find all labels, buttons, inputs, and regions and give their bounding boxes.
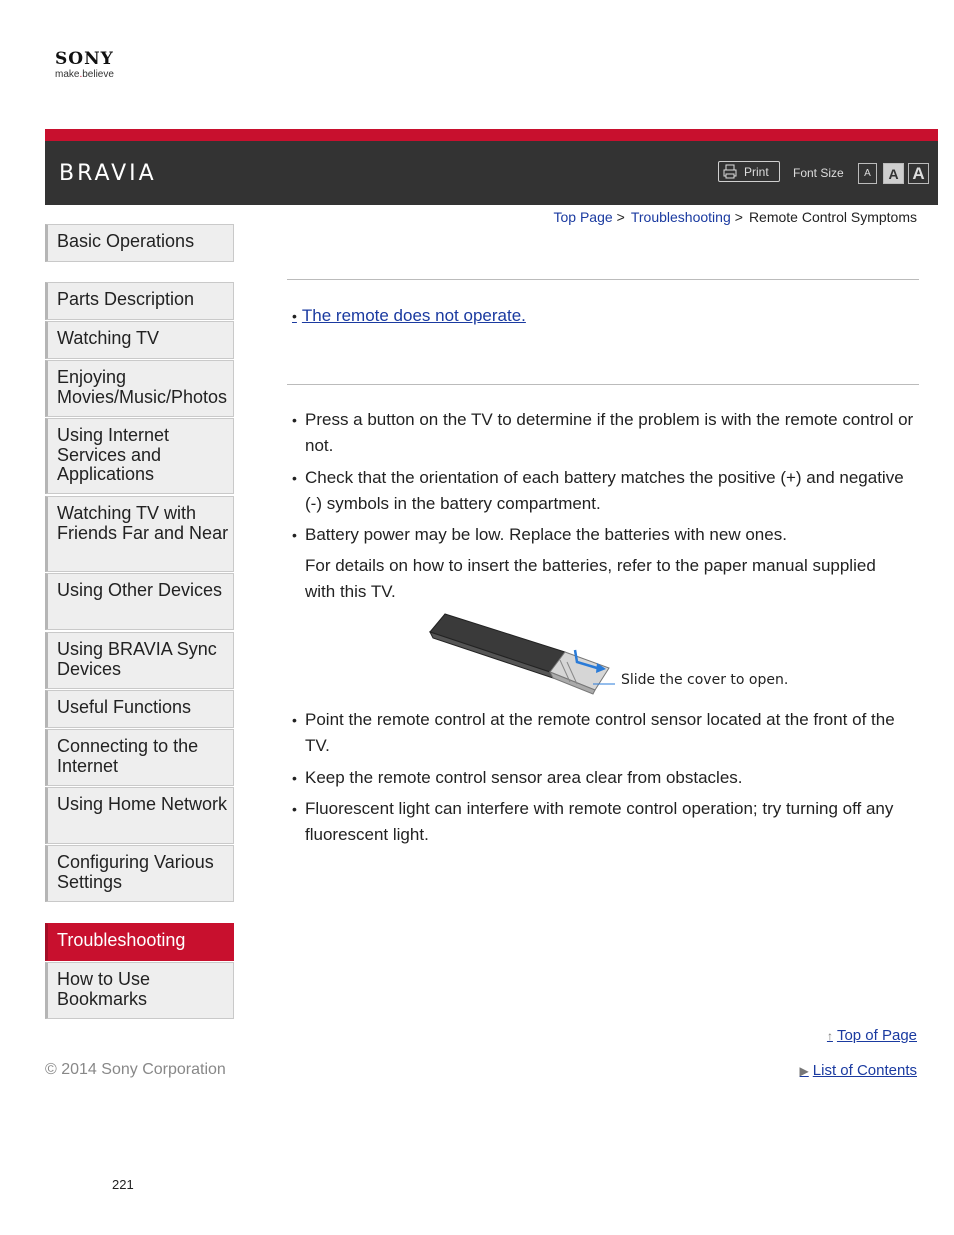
- sony-wordmark: SONY: [55, 49, 114, 69]
- page-number: 221: [112, 1177, 134, 1192]
- section-divider: [287, 384, 919, 385]
- sidebar-item-watching-with-friends[interactable]: Watching TV with Friends Far and Near: [45, 496, 234, 572]
- font-size-small-button[interactable]: A: [858, 163, 877, 184]
- list-item: • Battery power may be low. Replace the batteries with new ones.: [292, 525, 787, 544]
- print-button[interactable]: [718, 161, 780, 182]
- sidebar-item-useful-functions[interactable]: Useful Functions: [45, 690, 234, 728]
- list-item: • Check that the orientation of each battery matches the positive (+) and negative (-) symbols in the battery compartment.: [292, 468, 904, 513]
- sidebar-item-basic-operations[interactable]: Basic Operations: [45, 224, 234, 262]
- sidebar-item-bookmarks[interactable]: How to Use Bookmarks: [45, 962, 234, 1019]
- breadcrumb-separator: >: [616, 209, 625, 225]
- sidebar-item-home-network[interactable]: Using Home Network: [45, 787, 234, 844]
- symptom-link[interactable]: • The remote does not operate.: [292, 306, 526, 326]
- remote-battery-figure: [425, 610, 795, 695]
- header-accent-bar: [45, 129, 938, 141]
- sidebar-item-bravia-sync[interactable]: Using BRAVIA Sync Devices: [45, 632, 234, 689]
- breadcrumb-separator: >: [734, 209, 743, 225]
- list-item: • Keep the remote control sensor area clear from obstacles.: [292, 768, 743, 787]
- bravia-logo: BRAVIA: [59, 161, 157, 186]
- list-of-contents-link[interactable]: ▶ List of Contents: [799, 1062, 917, 1079]
- printer-icon: [723, 164, 737, 179]
- sony-tagline: make.believe: [55, 69, 114, 80]
- font-size-medium-button[interactable]: A: [883, 163, 904, 184]
- sidebar-item-other-devices[interactable]: Using Other Devices: [45, 573, 234, 630]
- sony-logo: [55, 50, 145, 81]
- header-bar: [45, 141, 938, 205]
- figure-caption: Slide the cover to open.: [621, 672, 789, 688]
- font-size-label: Font Size: [793, 166, 844, 180]
- font-size-large-button[interactable]: A: [908, 163, 929, 184]
- sidebar-item-internet-services[interactable]: Using Internet Services and Applications: [45, 418, 234, 494]
- tagline-believe: believe: [82, 69, 114, 80]
- sidebar-item-configuring-settings[interactable]: Configuring Various Settings: [45, 845, 234, 902]
- battery-note: For details on how to insert the batteries, refer to the paper manual supplied with this TV.: [305, 556, 876, 601]
- list-item: • Press a button on the TV to determine if the problem is with the remote control or not.: [292, 410, 914, 455]
- sidebar-item-enjoying-media[interactable]: Enjoying Movies/Music/Photos: [45, 360, 234, 417]
- sidebar-item-parts-description[interactable]: Parts Description: [45, 282, 234, 320]
- sidebar-item-connecting-internet[interactable]: Connecting to the Internet: [45, 729, 234, 786]
- section-divider: [287, 279, 919, 280]
- list-item: • Point the remote control at the remote control sensor located at the front of the TV.: [292, 710, 895, 755]
- breadcrumb-troubleshooting[interactable]: Troubleshooting: [630, 209, 731, 225]
- triangle-right-icon: ▶: [799, 1064, 809, 1078]
- sidebar-item-troubleshooting[interactable]: Troubleshooting: [45, 923, 234, 961]
- top-of-page-link[interactable]: ↑ Top of Page: [826, 1027, 917, 1044]
- list-item: • Fluorescent light can interfere with remote control operation; try turning off any fluorescent light.: [292, 799, 894, 844]
- breadcrumb-current: Remote Control Symptoms: [748, 209, 917, 225]
- breadcrumb-top-page[interactable]: Top Page: [553, 209, 613, 225]
- tagline-make: make: [55, 69, 80, 80]
- breadcrumb: [554, 209, 918, 225]
- arrow-up-icon: ↑: [826, 1029, 833, 1043]
- copyright: © 2014 Sony Corporation: [45, 1061, 226, 1078]
- sidebar-item-watching-tv[interactable]: Watching TV: [45, 321, 234, 359]
- print-label: Print: [744, 164, 769, 179]
